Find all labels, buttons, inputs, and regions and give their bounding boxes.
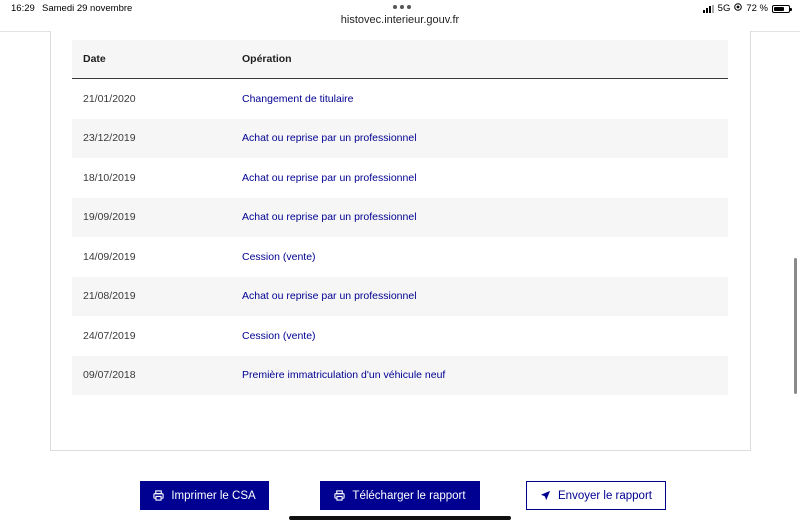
battery-icon	[772, 5, 790, 13]
row-date: 19/09/2019	[83, 211, 136, 224]
battery-fill	[774, 7, 784, 11]
header-operation: Opération	[242, 53, 292, 65]
scrollbar[interactable]	[794, 258, 797, 394]
send-report-label: Envoyer le rapport	[558, 489, 652, 502]
row-operation-link[interactable]: Achat ou reprise par un professionnel	[242, 171, 417, 184]
location-icon	[734, 3, 742, 14]
row-date: 24/07/2019	[83, 329, 136, 342]
battery-percent: 72 %	[746, 3, 768, 14]
row-operation-link[interactable]: Achat ou reprise par un professionnel	[242, 132, 417, 145]
table-header	[72, 40, 728, 79]
table-row	[72, 198, 728, 238]
row-date: 14/09/2019	[83, 250, 136, 263]
table-row	[72, 316, 728, 356]
print-csa-label: Imprimer le CSA	[171, 489, 256, 502]
table-row	[72, 158, 728, 198]
table-row	[72, 277, 728, 317]
printer-icon	[153, 490, 164, 501]
row-date: 23/12/2019	[83, 132, 136, 145]
row-operation-link[interactable]: Première immatriculation d'un véhicule neuf	[242, 369, 446, 382]
status-time: 16:29	[11, 3, 35, 14]
table-row	[72, 356, 728, 396]
send-report-button[interactable]	[526, 481, 666, 510]
download-report-button[interactable]	[320, 481, 480, 510]
table-row	[72, 119, 728, 159]
home-indicator[interactable]	[289, 516, 511, 520]
status-date: Samedi 29 novembre	[42, 3, 133, 14]
row-operation-link[interactable]: Cession (vente)	[242, 329, 316, 342]
row-date: 21/01/2020	[83, 92, 136, 105]
address-bar[interactable]: histovec.interieur.gouv.fr	[340, 14, 460, 26]
print-csa-button[interactable]	[140, 481, 269, 510]
status-indicators	[703, 3, 790, 14]
download-report-label: Télécharger le rapport	[352, 489, 466, 502]
table-row	[72, 79, 728, 119]
row-operation-link[interactable]: Achat ou reprise par un professionnel	[242, 290, 417, 303]
more-dots-icon[interactable]	[393, 5, 411, 9]
network-label: 5G	[717, 3, 731, 14]
send-arrow-icon	[540, 490, 551, 501]
row-date: 09/07/2018	[83, 369, 136, 382]
signal-icon	[703, 5, 714, 13]
header-date: Date	[83, 53, 106, 65]
table-row	[72, 237, 728, 277]
row-operation-link[interactable]: Cession (vente)	[242, 250, 316, 263]
row-operation-link[interactable]: Changement de titulaire	[242, 92, 354, 105]
history-table	[72, 40, 728, 395]
row-date: 18/10/2019	[83, 171, 136, 184]
printer-icon	[334, 490, 345, 501]
row-date: 21/08/2019	[83, 290, 136, 303]
row-operation-link[interactable]: Achat ou reprise par un professionnel	[242, 211, 417, 224]
